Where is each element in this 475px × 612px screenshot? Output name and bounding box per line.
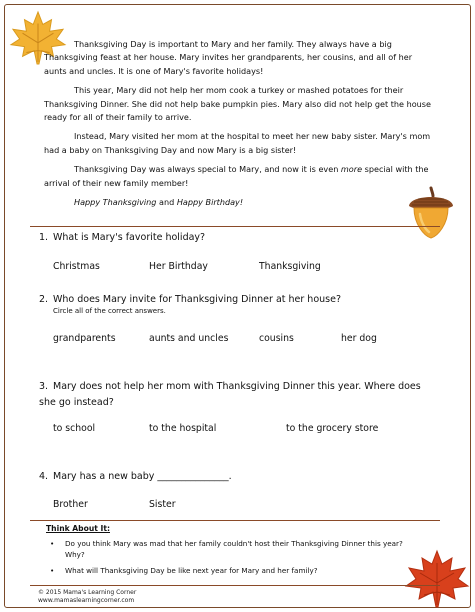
answer-option[interactable]: grandparents bbox=[53, 333, 116, 344]
story-paragraph bbox=[44, 163, 436, 190]
copyright-footer bbox=[38, 589, 136, 605]
question-text: What is Mary's favorite holiday? bbox=[53, 232, 206, 243]
section-divider bbox=[30, 520, 440, 521]
question-number: 3. bbox=[39, 381, 49, 392]
question-4 bbox=[39, 469, 429, 485]
answer-option[interactable]: to the grocery store bbox=[286, 423, 379, 434]
question-text: Mary has a new baby _______________. bbox=[53, 471, 232, 482]
website-text: www.mamaslearningcorner.com bbox=[38, 597, 135, 604]
story-text: special with the arrival of their new family member! bbox=[44, 164, 429, 188]
answer-option[interactable]: Christmas bbox=[53, 261, 100, 272]
question-2 bbox=[39, 292, 429, 308]
answer-option[interactable]: aunts and uncles bbox=[149, 333, 229, 344]
list-item: • Do you think Mary was mad that her family couldn't host their Thanksgiving Dinner this year? Why? bbox=[50, 539, 410, 560]
closing-thanksgiving: Happy Thanksgiving bbox=[74, 197, 157, 208]
story-closing bbox=[44, 196, 436, 209]
think-about-it-heading: Think About It: bbox=[46, 524, 110, 533]
story-paragraph: Thanksgiving Day is important to Mary and her family. They always have a big Thanksgiving feast at her house. Mary invites her grandparents, her cousins, and all of her aunts and uncles. It is one of Mary's favorite holidays! bbox=[44, 39, 413, 76]
question-text: Mary does not help her mom with Thanksgiving Dinner this year. Where does she go instead? bbox=[39, 381, 421, 408]
footer-divider bbox=[30, 585, 440, 586]
answer-option[interactable]: her dog bbox=[341, 333, 377, 344]
story-text: Thanksgiving Day was always special to Mary, and now it is even bbox=[74, 164, 341, 175]
section-divider bbox=[30, 226, 440, 227]
story-passage bbox=[44, 38, 436, 215]
answer-option[interactable]: cousins bbox=[259, 333, 294, 344]
closing-birthday: Happy Birthday! bbox=[176, 197, 244, 208]
question-text: Who does Mary invite for Thanksgiving Dinner at her house? bbox=[53, 294, 341, 305]
question-instruction: Circle all of the correct answers. bbox=[53, 307, 166, 315]
answer-option[interactable]: to the hospital bbox=[149, 423, 217, 434]
question-1 bbox=[39, 230, 429, 246]
question-number: 4. bbox=[39, 471, 49, 482]
answer-option[interactable]: Her Birthday bbox=[149, 261, 208, 272]
closing-and: and bbox=[156, 197, 177, 208]
answer-option[interactable]: Brother bbox=[53, 499, 88, 510]
story-emphasis: more bbox=[340, 164, 363, 175]
answer-option[interactable]: to school bbox=[53, 423, 96, 434]
answer-option[interactable]: Sister bbox=[149, 499, 176, 510]
question-number: 1. bbox=[39, 232, 49, 243]
list-item: • What will Thanksgiving Day be like next year for Mary and her family? bbox=[50, 566, 410, 577]
question-3 bbox=[39, 379, 429, 410]
copyright-text: © 2015 Mama's Learning Corner bbox=[38, 589, 137, 596]
answer-option[interactable]: Thanksgiving bbox=[259, 261, 321, 272]
think-about-it-list bbox=[50, 539, 410, 583]
story-paragraph: This year, Mary did not help her mom cook a turkey or mashed potatoes for their Thanksgiving Dinner. She did not help bake pumpkin pies. Mary also did not help get the house ready for all of their family to arrive. bbox=[44, 85, 432, 123]
story-paragraph: Instead, Mary visited her mom at the hospital to meet her new baby sister. Mary's mom had a baby on Thanksgiving Day and now Mary is a big sister! bbox=[44, 131, 431, 155]
maple-leaf-red-icon bbox=[404, 549, 470, 609]
question-number: 2. bbox=[39, 294, 49, 305]
